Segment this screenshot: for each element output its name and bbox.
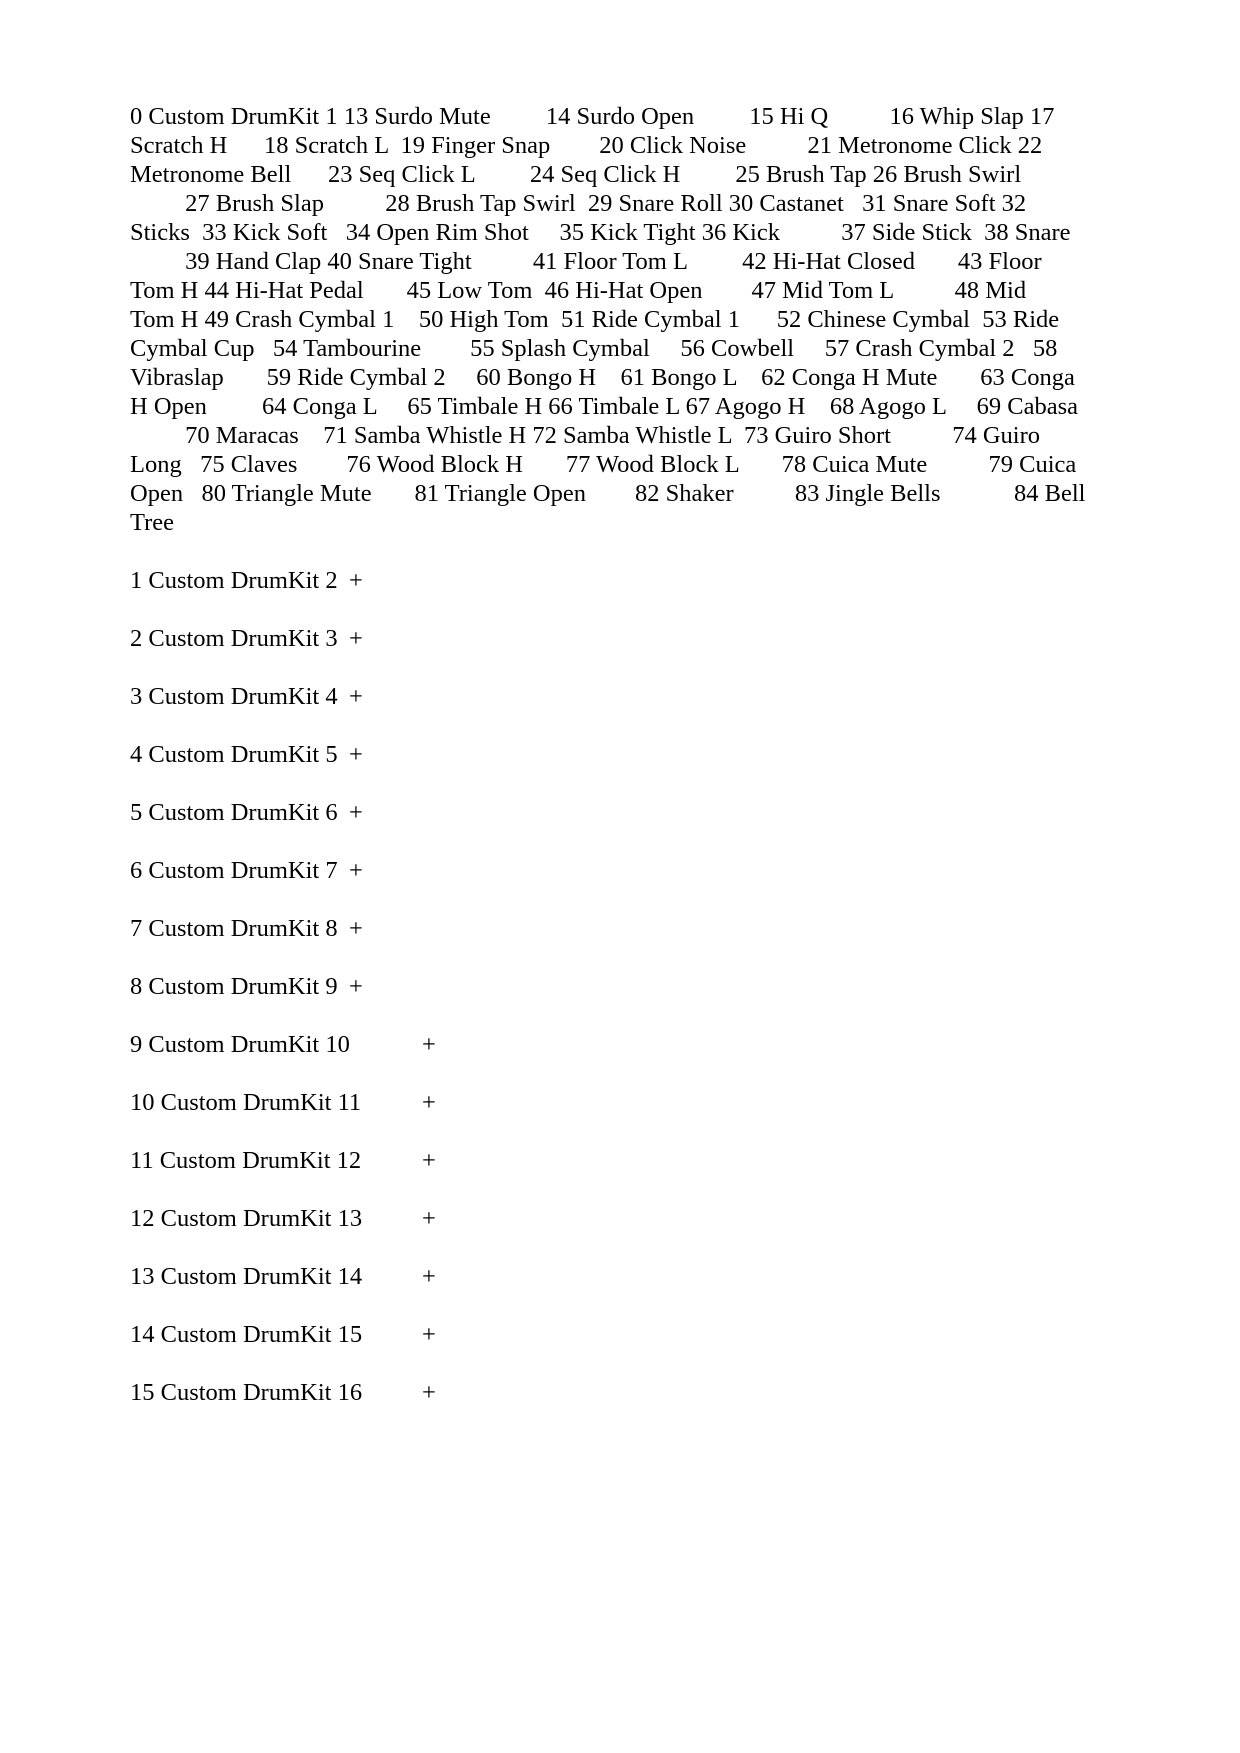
- drum-list-line: Cymbal Cup 54 Tambourine 55 Splash Cymbal 56 Cowbell 57 Crash Cymbal 2 58: [130, 335, 1058, 362]
- plus-marker: +: [422, 1147, 436, 1174]
- kit-entry: [130, 914, 363, 943]
- kit-entry: [130, 740, 363, 769]
- plus-marker: +: [422, 1379, 436, 1406]
- drum-list-line: Metronome Bell 23 Seq Click L 24 Seq Click H 25 Brush Tap 26 Brush Swirl: [130, 161, 1022, 188]
- kit-label: 7 Custom DrumKit 8: [130, 915, 338, 942]
- kit-label: 13 Custom DrumKit 14: [130, 1263, 363, 1290]
- kit-entry: [130, 1146, 436, 1175]
- drum-list-line: H Open 64 Conga L 65 Timbale H 66 Timbale L 67 Agogo H 68 Agogo L 69 Cabasa: [130, 393, 1078, 420]
- kit-entry: [130, 1320, 436, 1349]
- plus-marker: +: [349, 683, 363, 710]
- kit-entry: [130, 1088, 436, 1117]
- kit-entry: [130, 1378, 436, 1407]
- kit-entry: [130, 1204, 436, 1233]
- kit-label: 4 Custom DrumKit 5: [130, 741, 338, 768]
- drum-list-line: 39 Hand Clap 40 Snare Tight 41 Floor Tom L 42 Hi-Hat Closed 43 Floor: [130, 248, 1042, 275]
- drum-list-line: Sticks 33 Kick Soft 34 Open Rim Shot 35 Kick Tight 36 Kick 37 Side Stick 38 Snare: [130, 219, 1071, 246]
- kit-label: 8 Custom DrumKit 9: [130, 973, 338, 1000]
- drum-list-line: Vibraslap 59 Ride Cymbal 2 60 Bongo H 61 Bongo L 62 Conga H Mute 63 Conga: [130, 364, 1075, 391]
- drum-list-line: Tom H 44 Hi-Hat Pedal 45 Low Tom 46 Hi-Hat Open 47 Mid Tom L 48 Mid: [130, 277, 1027, 304]
- drum-list-line: Long 75 Claves 76 Wood Block H 77 Wood Block L 78 Cuica Mute 79 Cuica: [130, 451, 1077, 478]
- plus-marker: +: [422, 1321, 436, 1348]
- drum-list-line: 27 Brush Slap 28 Brush Tap Swirl 29 Snare Roll 30 Castanet 31 Snare Soft 32: [130, 190, 1027, 217]
- kit-label: 12 Custom DrumKit 13: [130, 1205, 363, 1232]
- kit-entry: [130, 624, 363, 653]
- plus-marker: +: [349, 799, 363, 826]
- kit-label: 1 Custom DrumKit 2: [130, 567, 338, 594]
- plus-marker: +: [422, 1205, 436, 1232]
- kit-entry: [130, 856, 363, 885]
- kit-entry: [130, 972, 363, 1001]
- plus-marker: +: [349, 915, 363, 942]
- kit-entry: [130, 798, 363, 827]
- kit-entry: [130, 1262, 436, 1291]
- drum-list-line: 0 Custom DrumKit 1 13 Surdo Mute 14 Surdo Open 15 Hi Q 16 Whip Slap 17: [130, 103, 1055, 130]
- kit-label: 14 Custom DrumKit 15: [130, 1321, 363, 1348]
- plus-marker: +: [349, 857, 363, 884]
- kit-label: 6 Custom DrumKit 7: [130, 857, 338, 884]
- plus-marker: +: [422, 1089, 436, 1116]
- kit-label: 15 Custom DrumKit 16: [130, 1379, 363, 1406]
- kit-entry: [130, 1030, 436, 1059]
- plus-marker: +: [349, 625, 363, 652]
- kit-label: 9 Custom DrumKit 10: [130, 1031, 350, 1058]
- plus-marker: +: [422, 1263, 436, 1290]
- kit-label: 3 Custom DrumKit 4: [130, 683, 338, 710]
- drum-list-line: Open 80 Triangle Mute 81 Triangle Open 82 Shaker 83 Jingle Bells 84 Bell: [130, 480, 1086, 507]
- drum-list-line: Tree: [130, 509, 175, 536]
- drum-list-line: Scratch H 18 Scratch L 19 Finger Snap 20 Click Noise 21 Metronome Click 22: [130, 132, 1043, 159]
- plus-marker: +: [349, 973, 363, 1000]
- kit-label: 5 Custom DrumKit 6: [130, 799, 338, 826]
- kit-label: 11 Custom DrumKit 12: [130, 1147, 362, 1174]
- kit-label: 2 Custom DrumKit 3: [130, 625, 338, 652]
- plus-marker: +: [349, 741, 363, 768]
- kit-entry: [130, 682, 363, 711]
- drum-list-line: 70 Maracas 71 Samba Whistle H 72 Samba Whistle L 73 Guiro Short 74 Guiro: [130, 422, 1041, 449]
- plus-marker: +: [349, 567, 363, 594]
- plus-marker: +: [422, 1031, 436, 1058]
- kit-entry: [130, 566, 363, 595]
- kit-label: 10 Custom DrumKit 11: [130, 1089, 362, 1116]
- drum-list-line: Tom H 49 Crash Cymbal 1 50 High Tom 51 Ride Cymbal 1 52 Chinese Cymbal 53 Ride: [130, 306, 1060, 333]
